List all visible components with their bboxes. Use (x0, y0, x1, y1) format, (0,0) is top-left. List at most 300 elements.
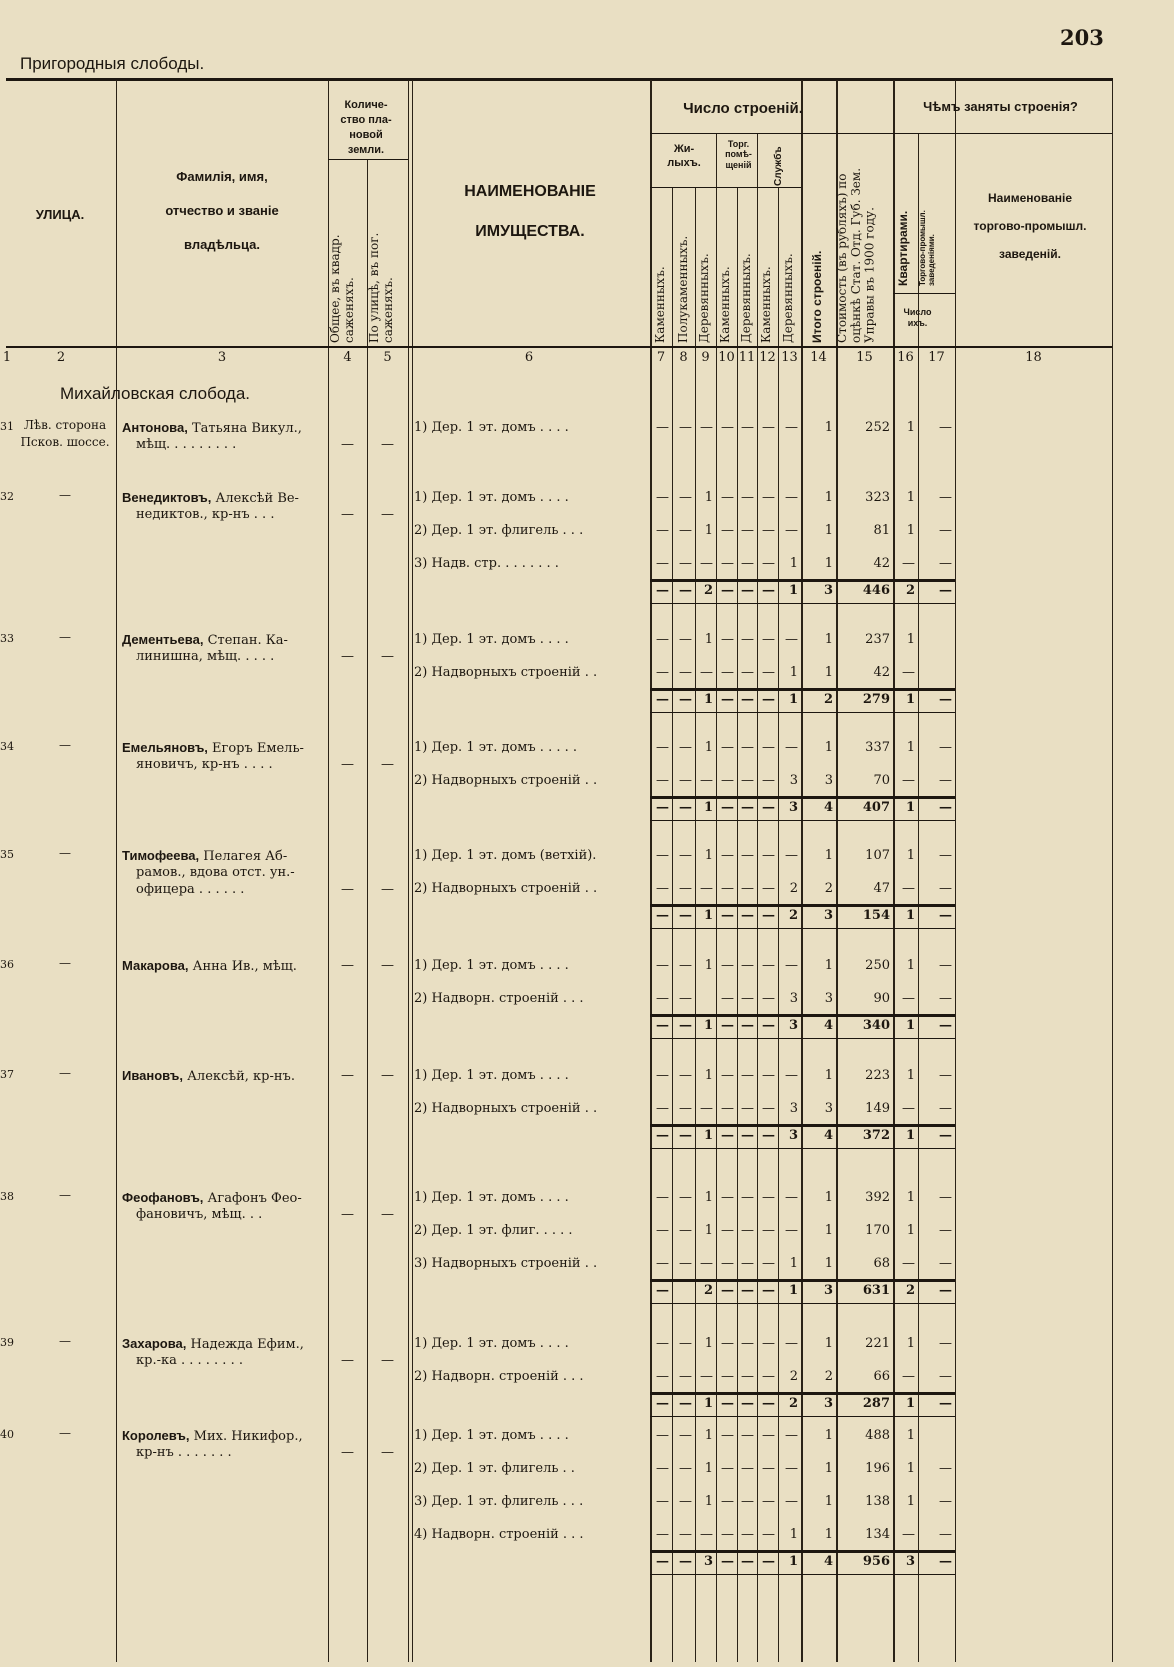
building-count-c8: — (679, 1428, 692, 1443)
building-count-c16: 1 (906, 1461, 915, 1476)
building-count-c15: 90 (873, 991, 890, 1006)
owner-surname: Макарова, (122, 958, 189, 973)
subtotal-c10: — (721, 1283, 734, 1298)
subtotal-c17: — (939, 1018, 952, 1033)
building-count-c13: — (785, 740, 798, 755)
street-name: — (59, 1066, 71, 1080)
owner-name-line2: яновичъ, кр-нъ . . . . (136, 757, 273, 772)
building-count-c12: — (762, 1527, 775, 1542)
building-count-c16: — (902, 773, 915, 788)
header-property-line1: НАИМЕНОВАНІЕ (464, 183, 596, 200)
building-count-c17: — (939, 848, 952, 863)
building-count-c9: 1 (704, 848, 713, 863)
building-count-c15: 149 (865, 1101, 890, 1116)
subtotal-c17: — (939, 908, 952, 923)
street-name: — (59, 488, 71, 502)
header-total: Итого строеній. (810, 250, 824, 343)
building-count-c13: 1 (789, 556, 798, 571)
building-count-c17: — (939, 1256, 952, 1271)
building-count-c15: 252 (865, 420, 890, 435)
building-count-c10: — (721, 881, 734, 896)
owner-name (122, 490, 328, 506)
building-count-c11: — (741, 523, 754, 538)
column-number: 13 (781, 350, 798, 365)
property-item: 3) Дер. 1 эт. флигель . . . (414, 1494, 584, 1509)
land-total-value: — (341, 649, 354, 664)
subtotal-c17: — (939, 1128, 952, 1143)
building-count-c7: — (656, 1101, 669, 1116)
building-count-c15: 42 (873, 665, 890, 680)
property-item: 2) Дер. 1 эт. флиг. . . . . (414, 1223, 573, 1238)
building-count-c12: — (762, 740, 775, 755)
grid-vertical-line (116, 80, 117, 1662)
grid-horizontal-line (893, 133, 1112, 134)
owner-name-line3: офицера . . . . . . (136, 882, 245, 897)
building-count-c7: — (656, 420, 669, 435)
building-count-c7: — (656, 740, 669, 755)
building-count-c8: — (679, 1101, 692, 1116)
building-count-c8: — (679, 490, 692, 505)
grid-horizontal-line (328, 159, 408, 160)
building-count-c16: 1 (906, 420, 915, 435)
header-land-street-line2: саженяхъ. (380, 277, 395, 343)
building-count-c7: — (656, 991, 669, 1006)
building-count-c9: — (700, 1256, 713, 1271)
subtotal-c11: — (741, 1128, 754, 1143)
building-count-c9: 1 (704, 1336, 713, 1351)
owner-given-names: Агафонъ Фео- (203, 1191, 302, 1206)
header-value-line3: Управы въ 1900 году. (862, 207, 877, 343)
building-count-c14: 3 (824, 773, 833, 788)
building-count-c7: — (656, 1494, 669, 1509)
building-count-c13: 3 (789, 773, 798, 788)
header-est-name-line3: заведеній. (999, 247, 1061, 262)
building-count-c8: — (679, 420, 692, 435)
subtotal-c12: — (762, 1396, 775, 1411)
building-count-c10: — (721, 773, 734, 788)
building-count-c17: — (939, 490, 952, 505)
property-item: 1) Дер. 1 эт. домъ . . . . (414, 420, 569, 435)
owner-given-names: Пелагея Аб- (199, 849, 288, 864)
property-item: 2) Надворныхъ строеній . . (414, 665, 598, 680)
column-number: 5 (383, 350, 392, 365)
building-count-c12: — (762, 1461, 775, 1476)
subtotal-c9: 2 (703, 583, 713, 598)
owner-name-line2: кр-нъ . . . . . . . (136, 1445, 232, 1460)
subtotal-c8: — (679, 800, 692, 815)
subtotal-c17: — (939, 1283, 952, 1298)
subtotal-c15: 287 (862, 1396, 890, 1411)
building-count-c9: 1 (704, 632, 713, 647)
building-count-c11: — (741, 1428, 754, 1443)
building-count-c9: — (700, 665, 713, 680)
land-street-value: — (381, 507, 394, 522)
street-name: Лѣв. сторона (23, 418, 107, 432)
subtotal-rule (650, 1392, 955, 1395)
building-count-c17: — (939, 881, 952, 896)
column-number: 14 (810, 350, 827, 365)
subtotal-c8: — (679, 1554, 692, 1569)
subtotal-c16: 1 (905, 1128, 915, 1143)
header-stone: Каменныхъ. (653, 266, 667, 343)
entry-number: 31 (0, 420, 14, 433)
building-count-c16: — (902, 1256, 915, 1271)
header-trade-stone: Каменныхъ. (718, 266, 732, 343)
land-street-value: — (381, 649, 394, 664)
header-occupied: Чѣмъ заняты строенія? (923, 99, 1078, 114)
entry-number: 32 (0, 490, 14, 503)
subtotal-c11: — (741, 1396, 754, 1411)
building-count-c7: — (656, 523, 669, 538)
header-wooden: Деревянныхъ. (697, 253, 711, 343)
building-count-c14: 1 (824, 1336, 833, 1351)
building-count-c16: 1 (906, 490, 915, 505)
building-count-c16: 1 (906, 1494, 915, 1509)
header-trade-line3: щеній (725, 159, 752, 170)
building-count-c9: 1 (704, 490, 713, 505)
subtotal-c9: 1 (703, 800, 713, 815)
subtotal-rule (650, 579, 955, 582)
header-est-name-line1: Наименованіе (988, 191, 1072, 205)
subtotal-c15: 279 (862, 692, 890, 707)
subtotal-c14: 4 (823, 1554, 833, 1569)
land-street-value: — (381, 757, 394, 772)
subtotal-c17: — (939, 1554, 952, 1569)
building-count-c16: 1 (906, 1190, 915, 1205)
subtotal-c7: — (656, 583, 669, 598)
building-count-c14: 2 (824, 1369, 833, 1384)
header-land-total-line1: Общее, въ квадр. (328, 234, 342, 343)
street-name: — (59, 1426, 71, 1440)
property-item: 2) Надворн. строеній . . . (414, 1369, 584, 1384)
building-count-c9: 1 (704, 523, 713, 538)
header-value-line2: оцѣнкѣ Стат. Отд. Губ. Зем. (848, 167, 863, 343)
land-street-value: — (381, 958, 394, 973)
building-count-c14: 1 (824, 958, 833, 973)
building-count-c11: — (741, 1256, 754, 1271)
subtotal-c16: 1 (905, 1018, 915, 1033)
header-trade-establishments (918, 168, 936, 286)
building-count-c9: 1 (704, 740, 713, 755)
building-count-c12: — (762, 490, 775, 505)
building-count-c13: — (785, 958, 798, 973)
building-count-c15: 223 (865, 1068, 890, 1083)
subtotal-c14: 3 (823, 583, 833, 598)
building-count-c9: — (700, 773, 713, 788)
grid-vertical-line (1112, 80, 1113, 1662)
building-count-c15: 170 (865, 1223, 890, 1238)
land-street-value: — (381, 1207, 394, 1222)
header-buildings: Число строеній. (683, 100, 803, 117)
subtotal-c16: 1 (905, 692, 915, 707)
building-count-c14: 1 (824, 848, 833, 863)
building-count-c8: — (679, 1461, 692, 1476)
building-count-c14: 1 (824, 1494, 833, 1509)
building-count-c13: — (785, 490, 798, 505)
grid-vertical-line (650, 80, 652, 1662)
property-item: 1) Дер. 1 эт. домъ . . . . . (414, 740, 578, 755)
building-count-c16: — (902, 1101, 915, 1116)
entry-number: 35 (0, 848, 14, 861)
building-count-c15: 323 (865, 490, 890, 505)
header-land-street (368, 193, 396, 343)
building-count-c12: — (762, 848, 775, 863)
property-item: 2) Надворныхъ строеній . . (414, 773, 598, 788)
owner-surname: Венедиктовъ, (122, 490, 212, 505)
building-count-c12: — (762, 1494, 775, 1509)
building-count-c10: — (721, 958, 734, 973)
owner-given-names: Анна Ив., мѣщ. (188, 959, 297, 974)
building-count-c13: — (785, 1428, 798, 1443)
header-owner-line1: Фамилія, имя, (176, 169, 268, 184)
subtotal-c8: — (679, 908, 692, 923)
column-number: 9 (701, 350, 710, 365)
building-count-c11: — (741, 420, 754, 435)
subtotal-c13: 2 (788, 908, 798, 923)
subtotal-c10: — (721, 1396, 734, 1411)
building-count-c10: — (721, 1223, 734, 1238)
building-count-c10: — (721, 1527, 734, 1542)
building-count-c8: — (679, 881, 692, 896)
building-count-c11: — (741, 1461, 754, 1476)
header-count-line1: Число (903, 307, 932, 317)
column-number: 11 (738, 350, 756, 365)
land-total-value: — (341, 1207, 354, 1222)
owner-name-line2: кр.-ка . . . . . . . . (136, 1353, 243, 1368)
column-number: 15 (856, 350, 873, 365)
property-item: 1) Дер. 1 эт. домъ . . . . (414, 632, 569, 647)
building-count-c15: 221 (865, 1336, 890, 1351)
building-count-c10: — (721, 1461, 734, 1476)
subtotal-c15: 340 (862, 1018, 890, 1033)
subtotal-c10: — (721, 1554, 734, 1569)
grid-vertical-line (408, 80, 409, 1662)
building-count-c13: — (785, 1068, 798, 1083)
building-count-c13: — (785, 1494, 798, 1509)
building-count-c8: — (679, 556, 692, 571)
building-count-c10: — (721, 665, 734, 680)
building-count-c17: — (939, 420, 952, 435)
header-trade-premises (718, 139, 759, 170)
building-count-c10: — (721, 991, 734, 1006)
building-count-c10: — (721, 420, 734, 435)
subtotal-bottom-rule (650, 928, 955, 929)
building-count-c10: — (721, 523, 734, 538)
building-count-c13: 3 (789, 991, 798, 1006)
building-count-c16: — (902, 556, 915, 571)
subtotal-c8: — (679, 583, 692, 598)
grid-vertical-line (367, 160, 368, 1662)
building-count-c17: — (939, 1369, 952, 1384)
building-count-c17: — (939, 1068, 952, 1083)
subtotal-c12: — (762, 1283, 775, 1298)
owner-name (122, 420, 328, 436)
building-count-c16: 1 (906, 848, 915, 863)
subtotal-c7: — (656, 1396, 669, 1411)
owner-given-names: Егоръ Емель- (207, 741, 304, 756)
building-count-c10: — (721, 556, 734, 571)
entry-number: 34 (0, 740, 14, 753)
header-property (410, 172, 650, 252)
building-count-c8: — (679, 958, 692, 973)
owner-name (122, 740, 328, 756)
subtotal-c12: — (762, 692, 775, 707)
building-count-c11: — (741, 1336, 754, 1351)
subtotal-c7: — (656, 1554, 669, 1569)
building-count-c16: — (902, 881, 915, 896)
building-count-c7: — (656, 773, 669, 788)
subtotal-c16: 3 (905, 1554, 915, 1569)
subtotal-c15: 956 (862, 1554, 890, 1569)
subtotal-c9: 1 (703, 1128, 713, 1143)
building-count-c13: — (785, 1190, 798, 1205)
subtotal-c7: — (656, 692, 669, 707)
owner-name (122, 632, 328, 648)
building-count-c13: 2 (789, 881, 798, 896)
building-count-c14: 1 (824, 740, 833, 755)
subtotal-c7: — (656, 1018, 669, 1033)
building-count-c15: 392 (865, 1190, 890, 1205)
building-count-c13: — (785, 1461, 798, 1476)
grid-horizontal-line (893, 293, 955, 294)
building-count-c16: — (902, 665, 915, 680)
header-street: УЛИЦА. (35, 207, 85, 222)
building-count-c16: 1 (906, 1428, 915, 1443)
column-number: 18 (1025, 350, 1042, 365)
building-count-c12: — (762, 1336, 775, 1351)
building-count-c9: 1 (704, 1461, 713, 1476)
building-count-c11: — (741, 773, 754, 788)
subtotal-bottom-rule (650, 820, 955, 821)
property-item: 1) Дер. 1 эт. домъ . . . . (414, 1336, 569, 1351)
street-name: — (59, 738, 71, 752)
building-count-c17: — (939, 740, 952, 755)
building-count-c12: — (762, 523, 775, 538)
land-street-value: — (381, 1068, 394, 1083)
building-count-c9: 1 (704, 1428, 713, 1443)
building-count-c14: 2 (824, 881, 833, 896)
entry-number: 36 (0, 958, 14, 971)
building-count-c15: 42 (873, 556, 890, 571)
subtotal-bottom-rule (650, 1038, 955, 1039)
header-residential-line1: Жи- (673, 143, 695, 155)
building-count-c13: 1 (789, 665, 798, 680)
building-count-c16: 1 (906, 1223, 915, 1238)
building-count-c8: — (679, 773, 692, 788)
subtotal-c9: 1 (703, 1396, 713, 1411)
land-street-value: — (381, 437, 394, 452)
building-count-c11: — (741, 1223, 754, 1238)
building-count-c14: 3 (824, 1101, 833, 1116)
building-count-c10: — (721, 632, 734, 647)
subtotal-c13: 3 (788, 1018, 798, 1033)
owner-given-names: Алексѣй, кр-нъ. (182, 1069, 295, 1084)
building-count-c8: — (679, 665, 692, 680)
subtotal-c16: 2 (905, 583, 915, 598)
header-services: Службъ (773, 146, 784, 186)
owner-name (122, 1068, 328, 1084)
header-trade-est-line1: Торгово-промышл. (918, 210, 927, 286)
subtotal-c16: 1 (905, 800, 915, 815)
building-count-c13: — (785, 420, 798, 435)
subtotal-c8: — (679, 1396, 692, 1411)
header-count-line2: ихъ. (907, 317, 928, 328)
subtotal-c11: — (741, 1283, 754, 1298)
header-residential (650, 142, 718, 171)
subtotal-c14: 4 (823, 1128, 833, 1143)
building-count-c14: 1 (824, 1223, 833, 1238)
subtotal-c13: 1 (788, 1554, 798, 1569)
street-name: — (59, 630, 71, 644)
owner-surname: Королевъ, (122, 1428, 190, 1443)
column-number: 6 (524, 350, 534, 365)
subtotal-rule (650, 1014, 955, 1017)
building-count-c8: — (679, 991, 692, 1006)
property-item: 3) Надв. стр. . . . . . . . (414, 556, 559, 571)
owner-name-line2: рамов., вдова отст. ун.- (136, 865, 295, 880)
owner-surname: Емельяновъ, (122, 740, 208, 755)
building-count-c14: 1 (824, 1527, 833, 1542)
subtotal-c11: — (741, 1554, 754, 1569)
building-count-c11: — (741, 632, 754, 647)
building-count-c11: — (741, 881, 754, 896)
building-count-c10: — (721, 1336, 734, 1351)
building-count-c10: — (721, 490, 734, 505)
property-item: 1) Дер. 1 эт. домъ . . . . (414, 490, 569, 505)
subtotal-c16: 1 (905, 1396, 915, 1411)
building-count-c7: — (656, 1223, 669, 1238)
owner-surname: Дементьева, (122, 632, 204, 647)
subtotal-c8: — (679, 1128, 692, 1143)
building-count-c14: 3 (824, 991, 833, 1006)
building-count-c15: 47 (873, 881, 890, 896)
header-trade-est-line2: заведеніями. (927, 234, 937, 286)
building-count-c12: — (762, 1223, 775, 1238)
building-count-c11: — (741, 991, 754, 1006)
building-count-c9: — (700, 1101, 713, 1116)
building-count-c15: 250 (865, 958, 890, 973)
building-count-c12: — (762, 1190, 775, 1205)
building-count-c7: — (656, 1256, 669, 1271)
building-count-c7: — (656, 1461, 669, 1476)
building-count-c9: 1 (704, 1223, 713, 1238)
property-item: 2) Надворныхъ строеній . . (414, 1101, 598, 1116)
land-street-value: — (381, 882, 394, 897)
header-services-wooden: Деревянныхъ. (781, 253, 795, 343)
entry-number: 39 (0, 1336, 14, 1349)
building-count-c10: — (721, 1190, 734, 1205)
owner-name (122, 1190, 328, 1206)
building-count-c8: — (679, 1369, 692, 1384)
building-count-c9: 1 (704, 958, 713, 973)
subtotal-c10: — (721, 908, 734, 923)
building-count-c13: 3 (789, 1101, 798, 1116)
header-land-total-line2: саженяхъ. (341, 277, 356, 343)
property-item: 1) Дер. 1 эт. домъ . . . . (414, 1068, 569, 1083)
building-count-c14: 1 (824, 632, 833, 647)
subtotal-c9: 1 (703, 692, 713, 707)
header-residential-line2: лыхъ. (667, 157, 701, 170)
street-name: — (59, 956, 71, 970)
land-street-value: — (381, 1445, 394, 1460)
building-count-c14: 1 (824, 556, 833, 571)
building-count-c17: — (939, 1190, 952, 1205)
owner-surname: Ивановъ, (122, 1068, 183, 1083)
property-item: 1) Дер. 1 эт. домъ . . . . (414, 1190, 569, 1205)
subtotal-c9: 2 (703, 1283, 713, 1298)
header-land-total (329, 193, 357, 343)
header-land-street-line1: По улицѣ, въ пог. (367, 232, 381, 343)
